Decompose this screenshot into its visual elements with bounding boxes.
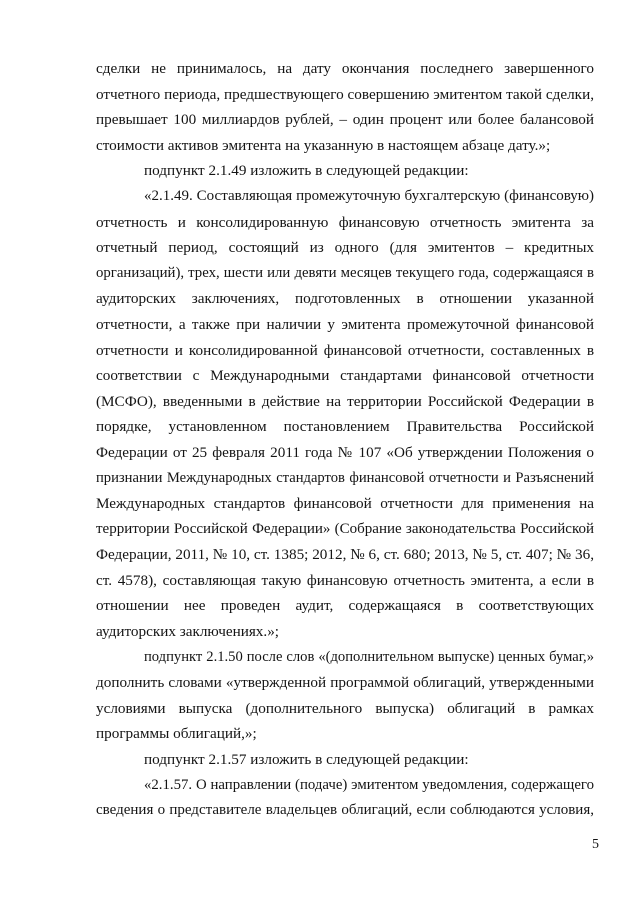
text-line: отношении нее проведен аудит, содержащаяся в соответствующих [96,597,594,615]
text-line: ст. 4578), составляющая такую финансовую отчетность эмитента, а если в [96,571,594,589]
text-line: отчетный период, состоящий из одного (для эмитентов – кредитных [96,239,594,257]
text-line: сделки не принималось, на дату окончания последнего завершенного [96,60,594,77]
text-line: (МСФО), введенными в действие на территории Российской Федерации в [96,392,594,410]
text-line: Федерации от 25 февраля 2011 года № 107 «Об утверждении Положения о [96,443,594,461]
text-line: стоимости активов эмитента на указанную в настоящем абзаце дату.»; [96,136,551,154]
text-line: территории Российской Федерации» (Собрание законодательства Российской [96,520,594,537]
text-line: порядке, установленном постановлением Правительства Российской [96,418,594,436]
text-line: дополнить словами «утвержденной программой облигаций, утвержденными [96,674,594,692]
text-line: сведения о представителе владельцев облигаций, если соблюдаются условия, [96,802,594,819]
document-body [96,56,594,824]
text-line: аудиторских заключениях, подготовленных в отношении указанной [96,290,594,308]
text-line: признании Международных стандартов финансовой отчетности и Разъяснений [96,469,594,486]
text-line: подпункт 2.1.57 изложить в следующей редакции: [144,751,469,769]
text-line: условиями выпуска (дополнительного выпуска) облигаций в рамках [96,699,594,717]
text-line: подпункт 2.1.50 после слов «(дополнительном выпуске) ценных бумаг,» [144,648,594,665]
text-line: отчетности, а также при наличии у эмитента промежуточной финансовой [96,315,594,333]
text-line: отчетного периода, предшествующего совершению эмитентом такой сделки, [96,85,594,103]
text-line: организаций), трех, шести или девяти месяцев текущего года, содержащаяся в [96,264,594,281]
text-line: аудиторских заключениях.»; [96,623,280,641]
text-line: Международных стандартов финансовой отчетности для применения на [96,495,594,513]
text-line: подпункт 2.1.49 изложить в следующей редакции: [144,162,469,180]
text-line: превышает 100 миллиардов рублей, – один процент или более балансовой [96,111,594,129]
text-line: отчетность и консолидированную финансовую отчетность эмитента за [96,213,594,231]
text-line: «2.1.57. О направлении (подаче) эмитентом уведомления, содержащего [144,776,594,793]
text-line: программы облигаций,»; [96,725,257,743]
page-number: 5 [592,837,599,852]
text-line: отчетности и консолидированной финансовой отчетности, составленных в [96,341,594,359]
text-line: «2.1.49. Составляющая промежуточную бухгалтерскую (финансовую) [144,187,594,204]
text-line: Федерации, 2011, № 10, ст. 1385; 2012, № 6, ст. 680; 2013, № 5, ст. 407; № 36, [96,546,594,564]
text-line: соответствии с Международными стандартами финансовой отчетности [96,367,594,385]
